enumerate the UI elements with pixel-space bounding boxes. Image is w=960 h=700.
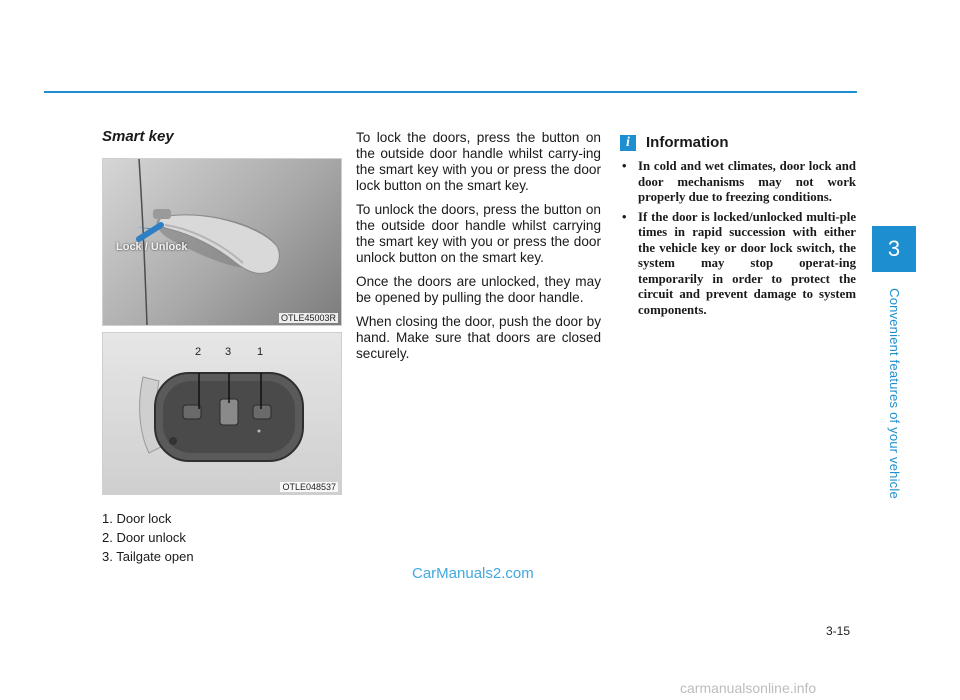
chapter-side-title (879, 288, 909, 498)
figure-code: OTLE048537 (282, 482, 336, 492)
legend-item: 2. Door unlock (102, 530, 186, 545)
header-rule (44, 91, 857, 93)
information-header (620, 134, 856, 151)
body-paragraph: When closing the door, push the door by hand. Make sure that doors are closed securely. (356, 314, 601, 361)
information-box (620, 134, 856, 322)
door-handle-photo (102, 158, 342, 326)
information-item (620, 210, 856, 319)
smart-key-illustration (103, 333, 341, 494)
chapter-number: 3 (887, 236, 901, 261)
chapter-tab (872, 226, 916, 272)
information-icon: i (620, 135, 636, 151)
information-item-text: In cold and wet climates, door lock and door mechanisms may not work properly due to freezing conditions. (638, 159, 856, 204)
section-title: Smart key (102, 128, 174, 145)
legend-item: 1. Door lock (102, 511, 172, 526)
information-title: Information (646, 134, 729, 151)
bullet-icon: • (622, 209, 627, 224)
button-legend (102, 511, 342, 564)
callout-3: 3 (225, 346, 232, 358)
body-paragraph: To unlock the doors, press the button on the outside door handle whilst carrying the smart key with you or press the door unlock button on the smart key. (356, 202, 601, 265)
footer-site-link[interactable]: carmanualsonline.info (680, 680, 817, 696)
information-item-text: If the door is locked/unlocked multi-ple times in rapid succession with either the vehicle key or door lock switch, the system may stop operat-ing temporarily in order to protect the circuit and prevent damage to system components. (638, 209, 856, 317)
figure-code: OTLE45003R (280, 313, 336, 323)
chapter-title: Convenient features of your vehicle (886, 287, 902, 499)
bullet-icon: • (622, 159, 627, 173)
information-list (620, 159, 856, 318)
body-column (356, 130, 601, 370)
watermark-link[interactable]: CarManuals2.com (412, 565, 534, 582)
callout-2: 2 (195, 346, 202, 358)
legend-item: 3. Tailgate open (102, 549, 194, 564)
body-paragraph: To lock the doors, press the button on the outside door handle whilst carry-ing the smart key with you or press the door lock button on the smart key. (356, 130, 601, 193)
body-paragraph: Once the doors are unlocked, they may be opened by pulling the door handle. (356, 274, 601, 305)
callout-1: 1 (257, 346, 264, 358)
smart-key-photo (102, 332, 342, 495)
information-item (620, 159, 856, 206)
lock-unlock-label: Lock / Unlock (116, 241, 188, 253)
left-column (102, 128, 342, 568)
page-number: 3-15 (826, 624, 851, 638)
